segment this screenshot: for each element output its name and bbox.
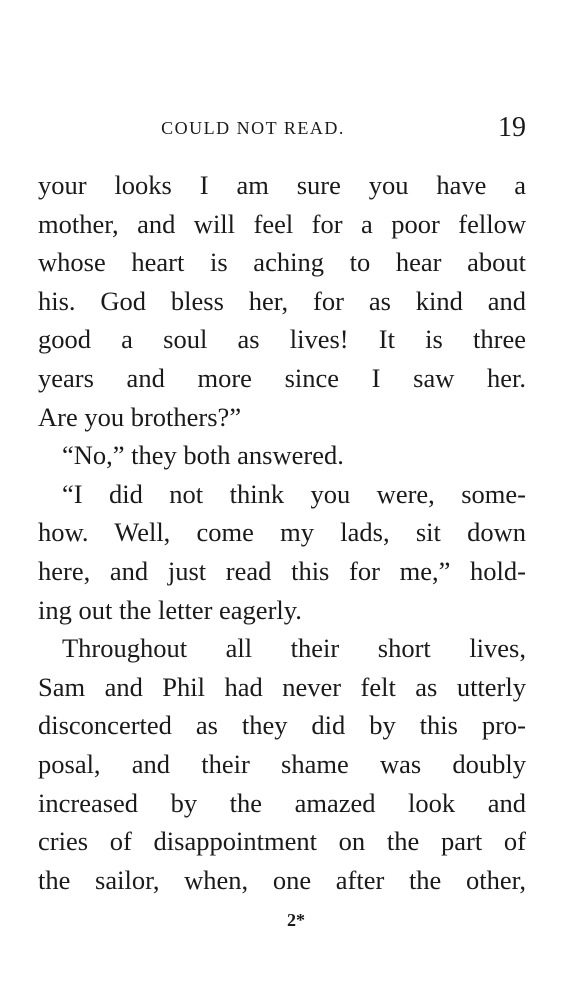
text-line: Throughout all their short lives, — [62, 633, 526, 664]
text-line: your looks I am sure you have a — [38, 170, 526, 200]
text-line: his. God bless her, for as kind and — [38, 285, 526, 316]
text-line: Sam and Phil had never felt as utterly — [38, 671, 526, 702]
text-line: years and more since I saw her. — [38, 362, 526, 393]
text-line: how. Well, come my lads, sit down — [38, 517, 526, 548]
text-line: whose heart is aching to hear about — [38, 247, 526, 278]
text-line: the sailor, when, one after the other, — [38, 864, 526, 895]
text-line: good a soul as lives! It is three — [38, 324, 526, 355]
text-line: disconcerted as they did by this pro- — [38, 710, 526, 741]
text-line: “I did not think you were, some- — [62, 478, 526, 509]
text-line: increased by the amazed look and — [38, 787, 526, 818]
signature-mark — [0, 910, 586, 931]
text-line: “No,” they both answered. — [62, 440, 344, 471]
text-line: ing out the letter eagerly. — [38, 594, 302, 625]
body-text — [38, 166, 526, 899]
text-line: Are you brothers?” — [38, 401, 242, 432]
text-line: mother, and will feel for a poor fellow — [38, 208, 526, 239]
text-line: here, and just read this for me,” hold- — [38, 555, 526, 586]
text-line: cries of disappointment on the part of — [38, 826, 526, 857]
text-line: posal, and their shame was doubly — [38, 748, 526, 779]
page-number: 19 — [498, 112, 526, 143]
signature-mark-text: 2* — [287, 910, 305, 930]
running-title: COULD NOT READ. — [161, 118, 345, 138]
running-head — [38, 112, 526, 146]
